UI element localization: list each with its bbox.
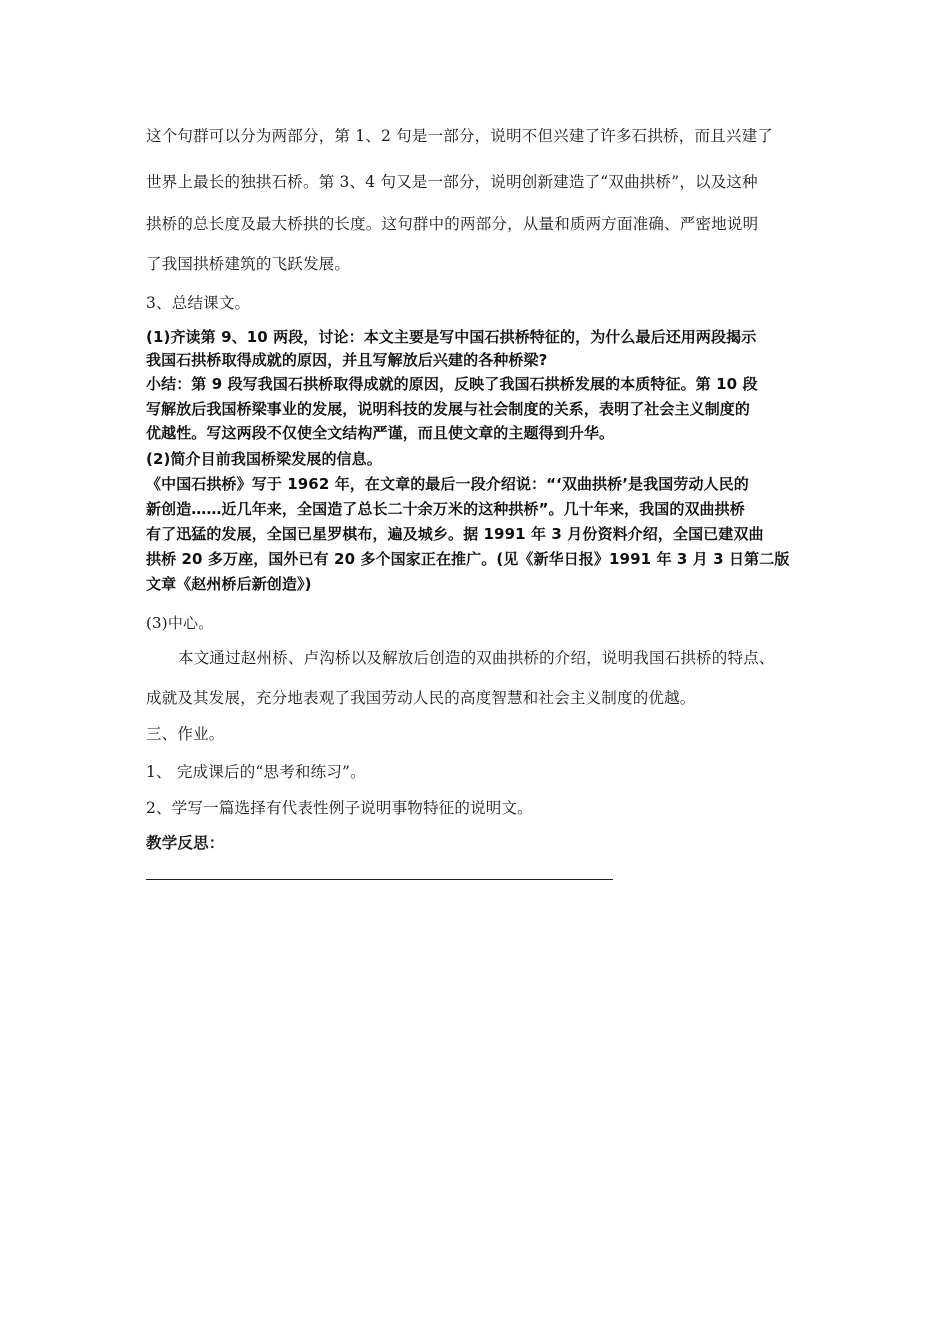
section-3-heading: 3、总结课文。 (146, 294, 251, 312)
excerpt-line-11: 文章《赵州桥后新创造》) (146, 575, 312, 593)
homework-item-1: 1、 完成课后的“思考和练习”。 (146, 763, 366, 781)
excerpt-line-8: 新创造……近几年来，全国造了总长二十余万米的这种拱桥”。几十年来，我国的双曲拱桥 (146, 500, 745, 518)
intro-line-4: 了我国拱桥建筑的飞跃发展。 (146, 255, 351, 273)
reflection-label: 教学反思： (146, 834, 225, 852)
center-line-1: 本文通过赵州桥、卢沟桥以及解放后创造的双曲拱桥的介绍，说明我国石拱桥的特点、 (178, 649, 775, 667)
reflection-answer-line (146, 879, 613, 880)
intro-line-3: 拱桥的总长度及最大桥拱的长度。这句群中的两部分，从量和质两方面准确、严密地说明 (146, 215, 759, 233)
excerpt-line-5: 优越性。写这两段不仅使全文结构严谨，而且使文章的主题得到升华。 (146, 424, 615, 442)
excerpt-line-7: 《中国石拱桥》写于 1962 年，在文章的最后一段介绍说：“‘双曲拱桥’是我国劳动人民的 (146, 475, 749, 493)
homework-heading: 三、作业。 (146, 725, 225, 743)
excerpt-line-6: (2)简介目前我国桥梁发展的信息。 (146, 450, 382, 468)
excerpt-line-1: (1)齐读第 9、10 两段，讨论：本文主要是写中国石拱桥特征的，为什么最后还用两段揭示 (146, 328, 757, 346)
intro-line-1: 这个句群可以分为两部分，第 1、2 句是一部分，说明不但兴建了许多石拱桥，而且兴建了 (146, 127, 773, 145)
excerpt-line-4: 写解放后我国桥梁事业的发展，说明科技的发展与社会制度的关系，表明了社会主义制度的 (146, 400, 751, 418)
excerpt-line-9: 有了迅猛的发展，全国已星罗棋布，遍及城乡。据 1991 年 3 月份资料介绍，全国已建双曲 (146, 525, 764, 543)
excerpt-line-3: 小结：第 9 段写我国石拱桥取得成就的原因，反映了我国石拱桥发展的本质特征。第 10 段 (146, 375, 758, 393)
homework-item-2: 2、学写一篇选择有代表性例子说明事物特征的说明文。 (146, 799, 533, 817)
center-line-2: 成就及其发展，充分地表观了我国劳动人民的高度智慧和社会主义制度的优越。 (146, 689, 696, 707)
excerpt-line-10: 拱桥 20 多万座，国外已有 20 多个国家正在推广。(见《新华日报》1991 年 3 月 3 日第二版 (146, 550, 790, 568)
intro-line-2: 世界上最长的独拱石桥。第 3、4 句又是一部分，说明创新建造了“双曲拱桥”，以及这种 (146, 173, 758, 191)
center-heading: (3)中心。 (146, 614, 214, 632)
excerpt-line-2: 我国石拱桥取得成就的原因，并且写解放后兴建的各种桥梁? (146, 351, 548, 369)
